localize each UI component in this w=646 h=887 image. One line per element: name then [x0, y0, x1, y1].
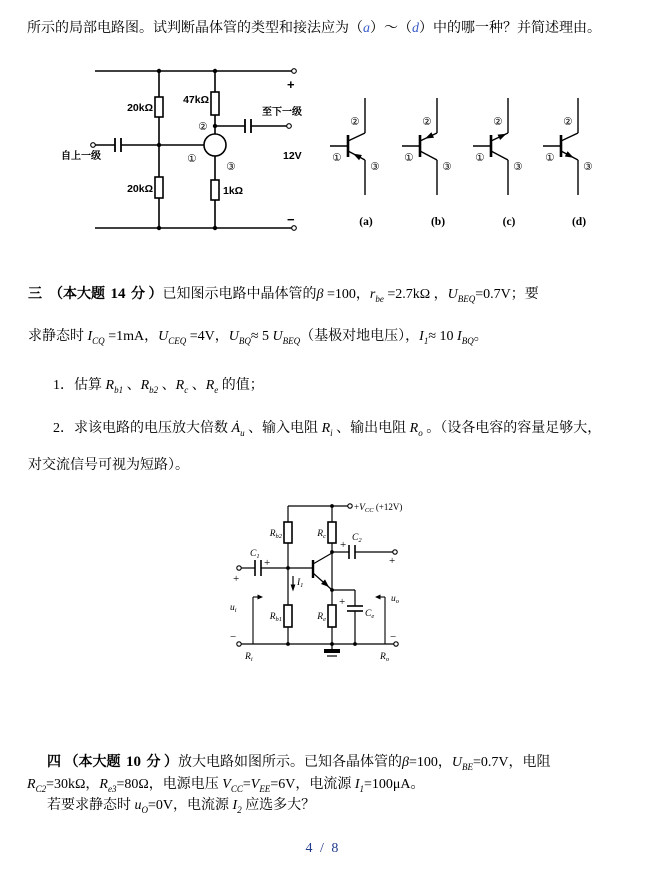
question3-item2-cont: 对交流信号可视为短路）。 [28, 458, 189, 473]
capacitor-ce [347, 606, 363, 611]
resistor-1k [211, 180, 219, 200]
pin-2-label: ② [563, 116, 573, 128]
pin-1-label: ① [545, 152, 555, 164]
intro-paragraph: 所示的局部电路图。试判断晶体管的类型和接法应为（a）～（d）中的哪一种？并简述理由。 [27, 21, 601, 36]
resistor-20k-lower [155, 177, 163, 198]
c2-plus-sign: + [340, 539, 347, 551]
junction-dots [286, 504, 357, 646]
resistor-rb1 [284, 605, 292, 627]
output-capacitor [245, 119, 251, 133]
question3-item1: 1．估算 $R_{b1}$ 、$R_{b2}$ 、$R_c$ 、$R_e$ 的值； [53, 378, 264, 395]
input-terminal [91, 143, 96, 148]
transistor-options-figure [325, 88, 625, 238]
emitter-arrow-in [353, 154, 362, 161]
vcc-terminal [348, 504, 352, 508]
rb1-label: Rb1 [269, 612, 282, 623]
bias-circuit-figure [60, 60, 320, 248]
plus-sign: + [287, 77, 295, 92]
option-c-label: (c) [502, 216, 516, 228]
question3-heading: 三 （本大题 14 分 ）已知图示电路中晶体管的β =100，$r_{be} =2.7k\Omega$ ，$U_{BEQ}=0.7V$；要 [28, 286, 539, 304]
rc-label: Rc [317, 529, 326, 540]
amplifier-circuit-figure [228, 498, 420, 665]
option-d-label: (d) [571, 216, 587, 228]
input-terminal [237, 566, 241, 570]
i1-label: I1 [297, 578, 304, 589]
pin-3-label: ③ [442, 161, 452, 173]
capacitor-c1 [255, 560, 261, 576]
resistor-rc [328, 522, 336, 543]
question4-heading: 四 （本大题 10 分 ）放大电路如图所示。已知各晶体管的β=100，$U_{BE}=0.7V$，电阻 [47, 754, 551, 772]
input-ground-terminal [237, 642, 241, 646]
collector-arrow-out [498, 134, 507, 140]
input-capacitor [115, 138, 121, 152]
ce-label: Ce [365, 609, 375, 620]
question4-line2: $R_{C2}=30k\Omega$，$R_{e3}=80\Omega$，电源电压 $V_{CC}=V_{EE}=6V$，电流源 $I_1=100\mu A$。 [27, 777, 425, 794]
output-terminal [393, 550, 397, 554]
pin-1-label: ① [404, 152, 414, 164]
option-b-label: (b) [430, 216, 446, 228]
to-next-stage-label: 至下一级 [262, 107, 302, 118]
option-a-label: (a) [359, 216, 373, 228]
i1-current-arrow [291, 576, 296, 592]
transistor-option-b [402, 98, 452, 228]
resistor-1k-label: 1kΩ [223, 185, 244, 197]
resistor-20k-upper-label: 20kΩ [127, 102, 153, 114]
resistor-20k-lower-label: 20kΩ [127, 183, 153, 195]
rb2-label: Rb2 [269, 529, 282, 540]
transistor-option-c [473, 98, 523, 228]
emitter-arrow-out [565, 151, 574, 158]
transistor-option-d [543, 98, 593, 228]
uo-label: uo [391, 594, 399, 605]
resistor-20k-upper [155, 97, 163, 117]
page-number: 4 / 8 [305, 841, 341, 856]
pin-1-label: ① [332, 152, 342, 164]
pin-2-label: ② [350, 116, 360, 128]
input-minus-sign: − [230, 631, 237, 643]
capacitor-c2 [349, 545, 355, 559]
re-label: Re [317, 612, 326, 623]
supply-voltage-label: 12V [283, 150, 302, 162]
transistor-option-a [330, 98, 380, 228]
pin-1-label: ① [187, 153, 197, 165]
resistor-47k [211, 92, 219, 115]
ui-label: ui [230, 603, 237, 614]
pin-2-label: ② [422, 116, 432, 128]
input-plus-sign: + [233, 573, 240, 585]
ui-measure-arrow [253, 595, 263, 645]
output-minus-sign: − [390, 631, 397, 643]
c1-plus-sign: + [264, 557, 271, 569]
resistor-47k-label: 47kΩ [183, 94, 209, 106]
from-prev-stage-label: 自上一级 [61, 151, 101, 162]
question4-line3: 若要求静态时 $u_O=0V$，电流源 $I_2$ 应选多大？ [47, 798, 316, 815]
question3-item2: 2．求该电路的电压放大倍数 $Ȧ_u$ 、输入电阻 $R_i$ 、输出电阻 $R_o$ 。（设各电容的容量足够大， [53, 421, 602, 438]
pin-2-label: ② [198, 121, 208, 133]
ce-plus-sign: + [339, 596, 346, 608]
output-plus-sign: + [389, 555, 396, 567]
pin-3-label: ③ [513, 161, 523, 173]
pin-3-label: ③ [370, 161, 380, 173]
ri-label: Ri [245, 652, 253, 663]
question3-line2: 求静态时 $I_{CQ} =1mA$，$U_{CEQ} =4V$，$U_{BQ}\approx 5$ $U_{BEQ}$（基极对地电压），$I_1\approx 10$ $I_{BQ}$。 [28, 329, 488, 346]
uo-measure-arrow [375, 595, 385, 645]
resistor-re [328, 605, 336, 627]
vcc-label: $+V_{CC}$ (+12V) [354, 502, 403, 514]
pin-3-label: ③ [226, 161, 236, 173]
c2-label: C2 [352, 533, 362, 544]
pin-1-label: ① [475, 152, 485, 164]
collector-arrow-in [425, 132, 434, 138]
supply-plus-terminal [292, 69, 297, 74]
minus-sign: − [287, 212, 295, 227]
output-terminal [287, 124, 292, 129]
ro-label: Ro [380, 652, 390, 663]
resistor-rb2 [284, 522, 292, 543]
pin-3-label: ③ [583, 161, 593, 173]
pin-2-label: ② [493, 116, 503, 128]
transistor-circle [204, 134, 226, 156]
c1-label: C1 [250, 549, 260, 560]
